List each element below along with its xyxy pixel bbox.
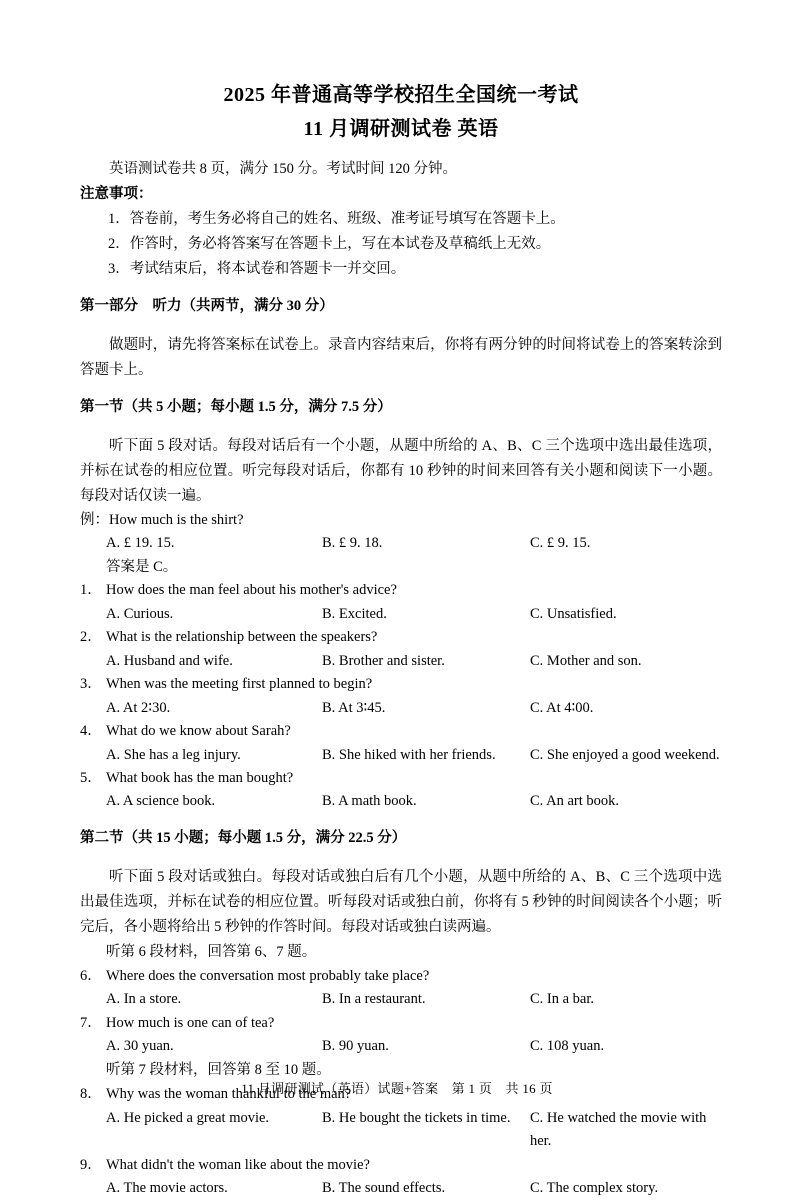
question-2-stem: What is the relationship between the speakers?: [106, 629, 378, 646]
question-9-number: 9．: [80, 1156, 102, 1173]
question-2-option-b[interactable]: B. Brother and sister.: [322, 652, 445, 669]
question-4-number: 4．: [80, 723, 102, 740]
question-4-option-b[interactable]: B. She hiked with her friends.: [322, 746, 496, 763]
question-9-option-a[interactable]: A. The movie actors.: [106, 1180, 228, 1197]
notice-title: 注意事项：: [80, 185, 153, 202]
question-5-stem: What book has the man bought?: [106, 769, 294, 786]
question-1-options: [80, 603, 722, 626]
question-7-option-b[interactable]: B. 90 yuan.: [322, 1038, 389, 1054]
question-7-option-a[interactable]: A. 30 yuan.: [106, 1038, 174, 1054]
question-6: [80, 965, 722, 988]
question-7-stem: How much is one can of tea?: [106, 1014, 275, 1031]
section-1-heading: 第一节（共 5 小题；每小题 1.5 分，满分 7.5 分）: [80, 398, 392, 415]
question-8-option-a[interactable]: A. He picked a great movie.: [106, 1109, 270, 1126]
question-1: [80, 579, 722, 602]
example-answer: 答案是 C。: [106, 558, 178, 575]
question-8-option-c[interactable]: C. He watched the movie with her.: [530, 1109, 707, 1150]
question-6-stem: Where does the conversation most probably take place?: [106, 967, 430, 984]
question-6-number: 6．: [80, 967, 102, 984]
question-1-number: 1．: [80, 582, 102, 599]
question-8-number: 8．: [80, 1086, 102, 1103]
question-3: [80, 673, 722, 696]
notice-item-1: 1．答卷前，考生务必将自己的姓名、班级、准考证号填写在答题卡上。: [108, 210, 565, 227]
question-3-option-a[interactable]: A. At 2∶30.: [106, 699, 171, 716]
question-3-number: 3．: [80, 676, 102, 693]
section-1-directions: 听下面 5 段对话。每段对话后有一个小题，从题中所给的 A、B、C 三个选项中选出最佳选项，并标在试卷的相应位置。听完每段对话后，你都有 10 秒钟的时间来回答有关小题和阅读下一小题。每段对话仅读一遍。: [80, 437, 722, 504]
question-5-option-c[interactable]: C. An art book.: [530, 793, 620, 810]
question-9: [80, 1154, 722, 1177]
question-5-options: [80, 790, 722, 813]
example-option-c: C. £ 9. 15.: [530, 535, 591, 552]
example-question: 例：How much is the shirt?: [80, 511, 244, 528]
question-6-option-a[interactable]: A. In a store.: [106, 991, 182, 1008]
question-4-option-a[interactable]: A. She has a leg injury.: [106, 746, 241, 763]
question-3-options: [80, 697, 722, 720]
notice-item-3: 3．考试结束后，将本试卷和答题卡一并交回。: [108, 260, 406, 277]
material-6-label: 听第 6 段材料，回答第 6、7 题。: [106, 943, 317, 960]
question-9-option-b[interactable]: B. The sound effects.: [322, 1180, 446, 1197]
question-6-option-c[interactable]: C. In a bar.: [530, 991, 595, 1008]
example-option-b: B. £ 9. 18.: [322, 535, 383, 552]
section-2-heading: 第二节（共 15 小题；每小题 1.5 分，满分 22.5 分）: [80, 829, 407, 846]
question-2-option-a[interactable]: A. Husband and wife.: [106, 652, 233, 669]
question-5-number: 5．: [80, 769, 102, 786]
question-8-option-b[interactable]: B. He bought the tickets in time.: [322, 1109, 511, 1126]
page-footer: 11 月调研测试（英语）试题+答案 第 1 页 共 16 页: [241, 1081, 553, 1096]
question-7-options: [80, 1035, 722, 1058]
question-2-option-c[interactable]: C. Mother and son.: [530, 652, 642, 669]
question-2-number: 2．: [80, 629, 102, 646]
part-1-heading: 第一部分 听力（共两节，满分 30 分）: [80, 297, 334, 314]
material-7-label: 听第 7 段材料，回答第 8 至 10 题。: [106, 1062, 331, 1079]
question-6-option-b[interactable]: B. In a restaurant.: [322, 991, 426, 1008]
question-2-options: [80, 650, 722, 673]
question-9-options: [80, 1177, 722, 1200]
question-1-option-b[interactable]: B. Excited.: [322, 605, 387, 622]
page-title-line1: 2025 年普通高等学校招生全国统一考试: [223, 84, 579, 106]
exam-info: 英语测试卷共 8 页，满分 150 分。考试时间 120 分钟。: [109, 161, 457, 177]
question-5: [80, 767, 722, 790]
section-2-directions: 听下面 5 段对话或独白。每段对话或独白后有几个小题，从题中所给的 A、B、C 三个选项中选出最佳选项，并标在试卷的相应位置。听每段对话或独白前，你将有 5 秒钟的时间阅读各个小题；听完后，各小题将给出 5 秒钟的作答时间。每段对话或独白读两遍。: [80, 869, 722, 935]
question-9-option-c[interactable]: C. The complex story.: [530, 1180, 659, 1197]
question-5-option-b[interactable]: B. A math book.: [322, 793, 417, 810]
question-7-number: 7．: [80, 1014, 102, 1031]
question-6-options: [80, 988, 722, 1011]
question-7-option-c[interactable]: C. 108 yuan.: [530, 1038, 605, 1054]
question-4-option-c[interactable]: C. She enjoyed a good weekend.: [530, 746, 720, 763]
question-5-option-a[interactable]: A. A science book.: [106, 793, 216, 810]
question-3-option-c[interactable]: C. At 4∶00.: [530, 699, 594, 716]
question-8-stem: Why was the woman thankful to the man?: [106, 1086, 352, 1103]
example-options: [80, 532, 722, 555]
question-1-stem: How does the man feel about his mother's advice?: [106, 582, 397, 599]
part-1-note: 做题时，请先将答案标在试卷上。录音内容结束后，你将有两分钟的时间将试卷上的答案转涂到答题卡上。: [80, 336, 722, 378]
question-3-stem: When was the meeting first planned to begin?: [106, 676, 373, 693]
question-4-options: [80, 744, 722, 767]
page-title-line2: 11 月调研测试卷 英语: [303, 118, 499, 140]
question-7: [80, 1012, 722, 1035]
question-4-stem: What do we know about Sarah?: [106, 723, 291, 740]
question-8-options: [80, 1107, 722, 1154]
question-2: [80, 626, 722, 649]
question-4: [80, 720, 722, 743]
question-9-stem: What didn't the woman like about the movie?: [106, 1156, 370, 1173]
notice-item-2: 2．作答时，务必将答案写在答题卡上，写在本试卷及草稿纸上无效。: [108, 235, 551, 252]
question-1-option-c[interactable]: C. Unsatisfied.: [530, 605, 617, 622]
question-3-option-b[interactable]: B. At 3∶45.: [322, 699, 386, 716]
question-1-option-a[interactable]: A. Curious.: [106, 605, 174, 622]
example-option-a: A. £ 19. 15.: [106, 535, 175, 552]
